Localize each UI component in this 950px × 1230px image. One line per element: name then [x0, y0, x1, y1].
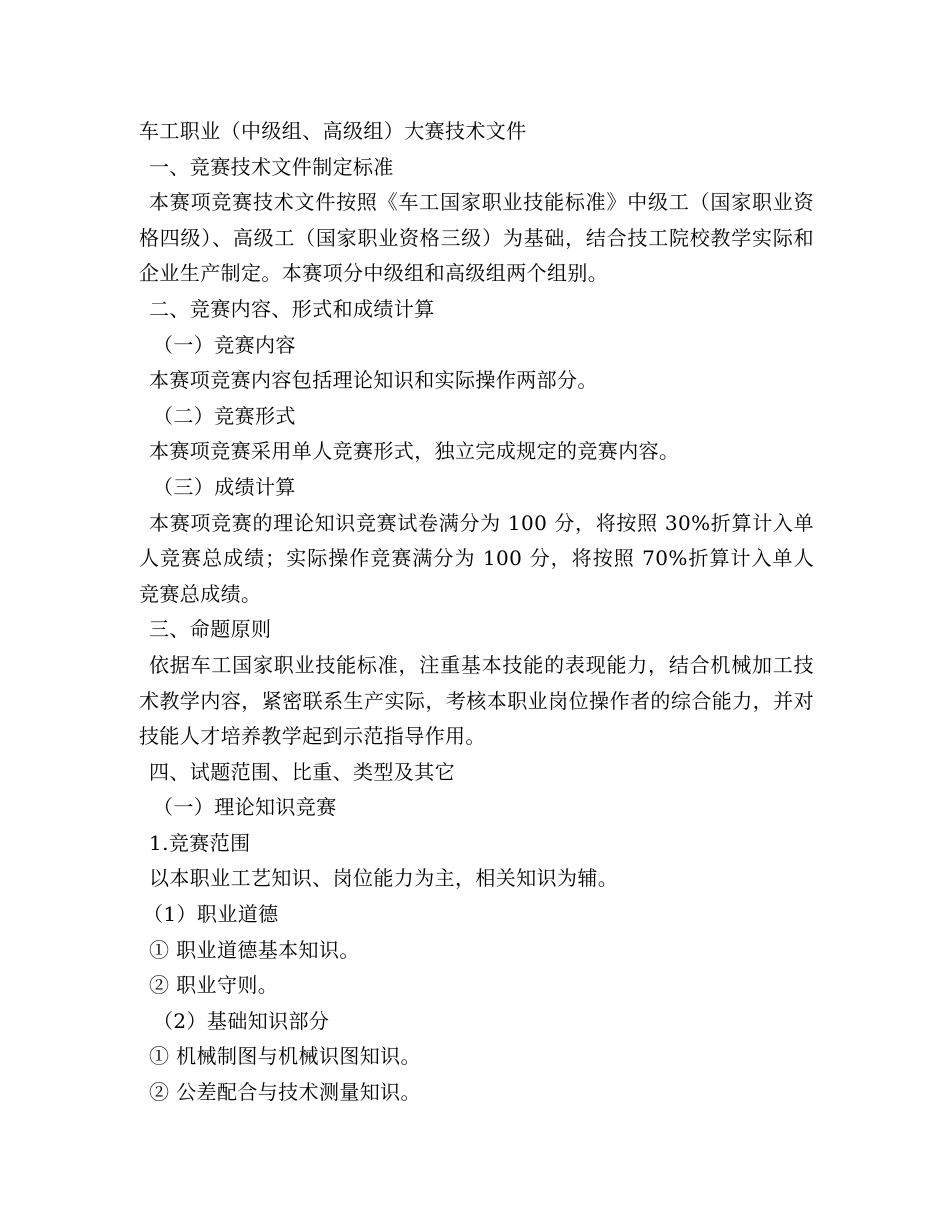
section-heading-4: 四、试题范围、比重、类型及其它 — [149, 759, 455, 784]
subsection-heading-form: （二）竞赛形式 — [153, 403, 296, 428]
list-item-code-of-conduct: ② 职业守则。 — [149, 973, 279, 998]
item-heading-scope: 1.竞赛范围 — [149, 830, 251, 855]
paragraph-content: 本赛项竞赛内容包括理论知识和实际操作两部分。 — [149, 368, 598, 393]
paragraph-scope: 以本职业工艺知识、岗位能力为主，相关知识为辅。 — [149, 866, 619, 891]
list-item-ethics-knowledge: ① 职业道德基本知识。 — [149, 937, 360, 962]
section-heading-2: 二、竞赛内容、形式和成绩计算 — [149, 296, 435, 321]
paragraph-principle: 依据车工国家职业技能标准，注重基本技能的表现能力，结合机械加工技术教学内容，紧密联系生产实际，考核本职业岗位操作者的综合能力，并对技能人才培养教学起到示范指导作用。 — [139, 652, 814, 749]
subitem-heading-ethics: （1）职业道德 — [143, 902, 279, 927]
document-body — [139, 114, 814, 1111]
list-item-tolerance: ② 公差配合与技术测量知识。 — [149, 1080, 421, 1105]
paragraph-form: 本赛项竞赛采用单人竞赛形式，独立完成规定的竞赛内容。 — [149, 439, 680, 464]
list-item-drawing: ① 机械制图与机械识图知识。 — [149, 1044, 421, 1069]
subsection-heading-content: （一）竞赛内容 — [153, 332, 296, 357]
paragraph-score: 本赛项竞赛的理论知识竞赛试卷满分为 100 分，将按照 30%折算计入单人竞赛总成绩；实际操作竞赛满分为 100 分，将按照 70%折算计入单人竞赛总成绩。 — [139, 510, 814, 606]
subsection-heading-score: （三）成绩计算 — [153, 474, 296, 499]
subsection-heading-theory: （一）理论知识竞赛 — [153, 795, 337, 820]
subitem-heading-basics: （2）基础知识部分 — [153, 1008, 330, 1033]
paragraph-standard: 本赛项竞赛技术文件按照《车工国家职业技能标准》中级工（国家职业资格四级）、高级工（国家职业资格三级）为基础，结合技工院校教学实际和企业生产制定。本赛项分中级组和高级组两个组别。 — [139, 190, 814, 286]
section-heading-1: 一、竞赛技术文件制定标准 — [149, 154, 394, 179]
section-heading-3: 三、命题原则 — [149, 617, 272, 642]
document-title: 车工职业（中级组、高级组）大赛技术文件 — [139, 119, 527, 143]
